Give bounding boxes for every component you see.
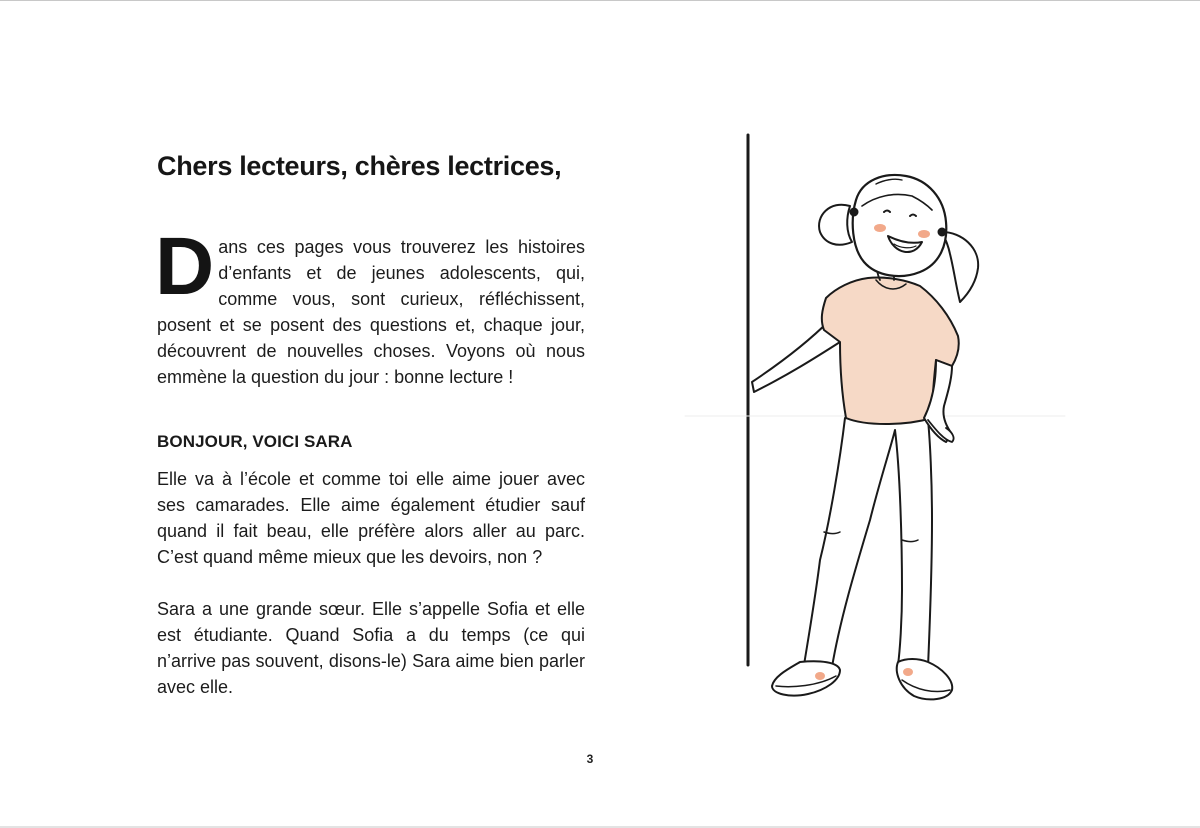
page-heading: Chers lecteurs, chères lectrices, bbox=[157, 151, 562, 181]
right-shoe bbox=[897, 659, 952, 699]
top-edge-rule bbox=[0, 0, 1200, 1]
legs bbox=[804, 418, 932, 667]
section-paragraph-2: Sara a une grande sœur. Elle s’appelle Sofia et elle est étudiante. Quand Sofia a du temps (ce qui n’arrive pas souvent, disons-le) Sara aime bien parler avec elle. bbox=[157, 599, 585, 697]
section-title: BONJOUR, VOICI SARA bbox=[157, 432, 353, 451]
text-column bbox=[157, 150, 585, 700]
right-cheek bbox=[918, 230, 930, 238]
left-cheek bbox=[874, 224, 886, 232]
intro-paragraph bbox=[155, 221, 585, 390]
intro-text: ans ces pages vous trouverez les histoires d’enfants et de jeunes adolescents, qui, comme vous, sont curieux, réfléchissent, posent et se posent des questions et, chaque jour, découvrent de nouvelles choses. Voyons où nous emmène la question du jour : bonne lecture ! bbox=[157, 237, 585, 387]
girl-illustration bbox=[680, 120, 1080, 720]
page-number: 3 bbox=[586, 752, 594, 766]
head bbox=[853, 175, 947, 276]
right-pigtail bbox=[942, 232, 978, 302]
left-pigtail bbox=[819, 205, 852, 245]
drop-cap: D bbox=[155, 221, 213, 312]
section-paragraph-1: Elle va à l’école et comme toi elle aime jouer avec ses camarades. Elle aime également étudier sauf quand il fait beau, elle préfère alors aller au parc. C’est quand même mieux que les devoirs, non ? bbox=[157, 469, 585, 567]
